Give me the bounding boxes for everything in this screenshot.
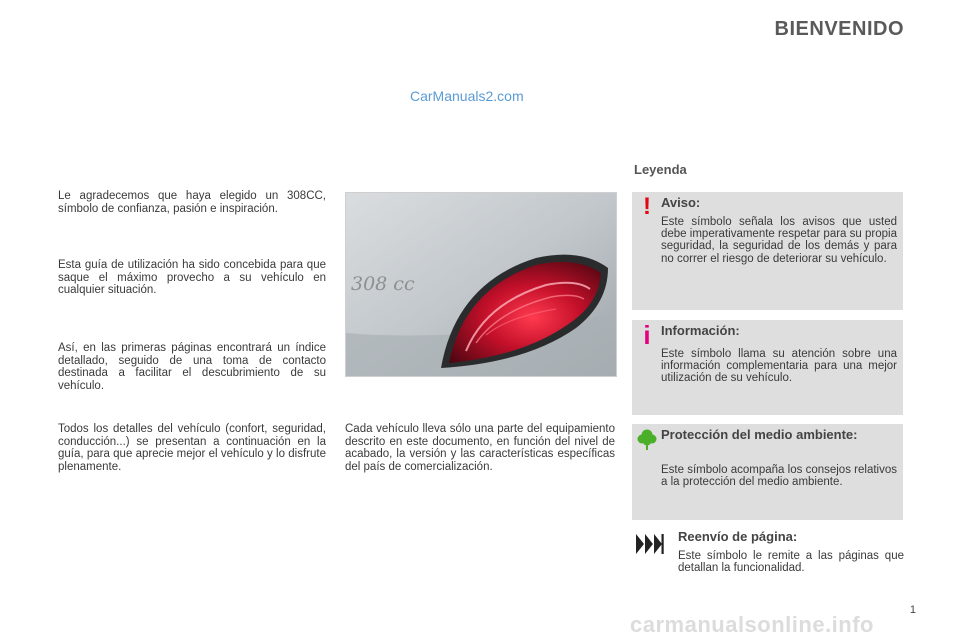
intro-paragraph-2: Esta guía de utilización ha sido concebida para que saque el máximo provecho a su vehículo en cualquier situación. (58, 259, 326, 296)
legend-reenvio-text: Este símbolo le remite a las páginas que detallan la funcionalidad. (678, 550, 904, 575)
legend-proteccion (632, 424, 903, 520)
legend-informacion-title: Información: (661, 323, 740, 338)
watermark-top[interactable]: CarManuals2.com (410, 88, 524, 104)
watermark-bottom: carmanualsonline.info (630, 612, 874, 637)
page-title: BIENVENIDO (774, 18, 904, 40)
intro-paragraph-1: Le agradecemos que haya elegido un 308CC, símbolo de confianza, pasión e inspiración. (58, 190, 326, 215)
car-model-badge: 308 cc (351, 273, 415, 295)
legend-informacion (632, 320, 903, 415)
exclamation-icon: ! (643, 193, 651, 220)
legend-proteccion-title: Protección del medio ambiente: (661, 427, 858, 442)
leaf-icon (637, 426, 657, 452)
fast-forward-icon (636, 532, 664, 561)
legend-reenvio-title: Reenvío de página: (678, 529, 798, 544)
equipment-note: Cada vehículo lleva sólo una parte del equipamiento descrito en este documento, en función del nivel de acabado, la versión y las características específicas del país de comercialización. (345, 423, 615, 473)
page-number: 1 (909, 604, 916, 616)
legend-proteccion-text: Este símbolo acompaña los consejos relativos a la protección del medio ambiente. (661, 464, 897, 489)
legend-reenvio (632, 528, 903, 588)
legend-aviso-title: Aviso: (661, 195, 701, 210)
info-icon: i (643, 320, 651, 350)
legend-informacion-text: Este símbolo llama su atención sobre una información complementaria para una mejor utilización de su vehículo. (661, 348, 897, 385)
intro-paragraph-4: Todos los detalles del vehículo (confort, seguridad, conducción...) se presentan a continuación en la guía, para que aprecie mejor el vehículo y lo disfrute plenamente. (58, 423, 326, 473)
legend-aviso (632, 192, 903, 310)
legend-heading: Leyenda (634, 162, 687, 177)
legend-aviso-text: Este símbolo señala los avisos que usted debe imperativamente respetar para su propia seguridad, la seguridad de los demás y para no correr el riesgo de deteriorar su vehículo. (661, 216, 897, 265)
intro-paragraph-3: Así, en las primeras páginas encontrará un índice detallado, seguido de una toma de contacto destinada a facilitar el descubrimiento de su vehículo. (58, 342, 326, 392)
tail-light-photo (345, 192, 617, 377)
